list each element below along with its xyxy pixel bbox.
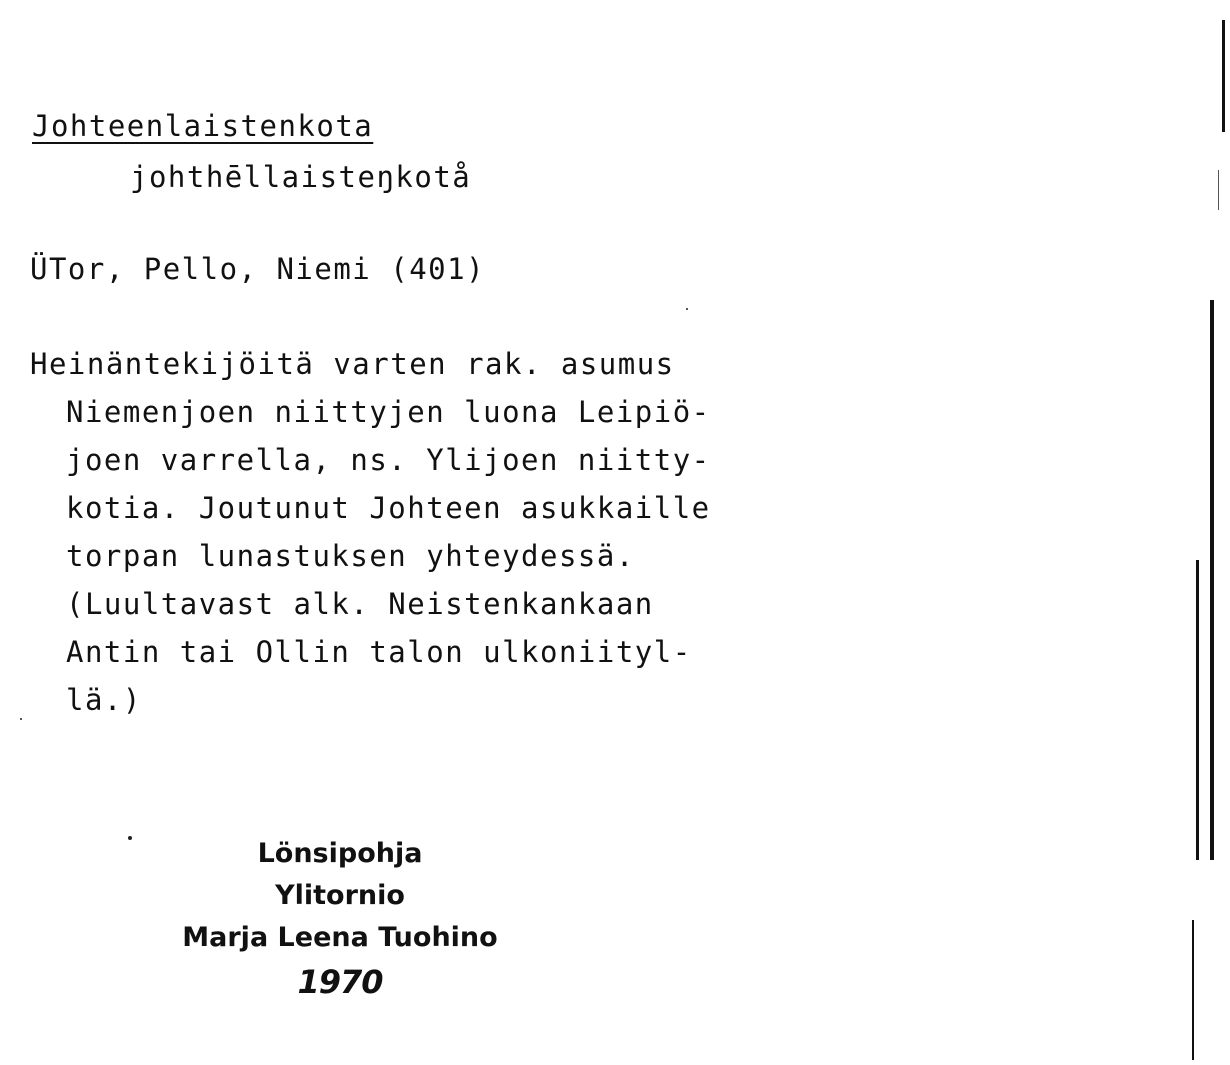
scan-speck <box>686 308 688 310</box>
scan-speck <box>128 836 132 840</box>
description-line: Heinäntekijöitä varten rak. asumus <box>30 347 675 381</box>
headword: Johteenlaistenkota <box>32 109 374 143</box>
phonetic-transcription: johthēllaisteŋkotå <box>130 160 472 194</box>
description-line: torpan lunastuksen yhteydessä. <box>66 539 635 573</box>
scan-edge-line <box>1196 560 1199 860</box>
description <box>30 347 711 734</box>
locality-line: ÜTor, Pello, Niemi (401) <box>30 252 486 286</box>
description-line: (Luultavast alk. Neistenkankaan <box>66 587 654 621</box>
description-line: kotia. Joutunut Johteen asukkaille <box>66 491 711 525</box>
stamp-region: Lönsipohja <box>257 838 423 869</box>
description-line: lä.) <box>66 683 142 717</box>
scan-edge-line <box>1210 300 1214 860</box>
scan-speck <box>20 718 22 720</box>
description-line: Niemenjoen niittyjen luona Leipiö- <box>66 395 711 429</box>
stamp-municipality: Ylitornio <box>275 880 405 911</box>
collector-stamp <box>160 840 520 1008</box>
stamp-collector: Marja Leena Tuohino <box>182 922 498 953</box>
stamp-year: 1970 <box>297 963 383 1001</box>
scan-edge-line <box>1218 170 1219 210</box>
description-line: Antin tai Ollin talon ulkoniityl- <box>66 635 692 669</box>
scan-edge-line <box>1192 920 1194 1060</box>
description-line: joen varrella, ns. Ylijoen niitty- <box>66 443 711 477</box>
scan-edge-line <box>1222 20 1225 132</box>
